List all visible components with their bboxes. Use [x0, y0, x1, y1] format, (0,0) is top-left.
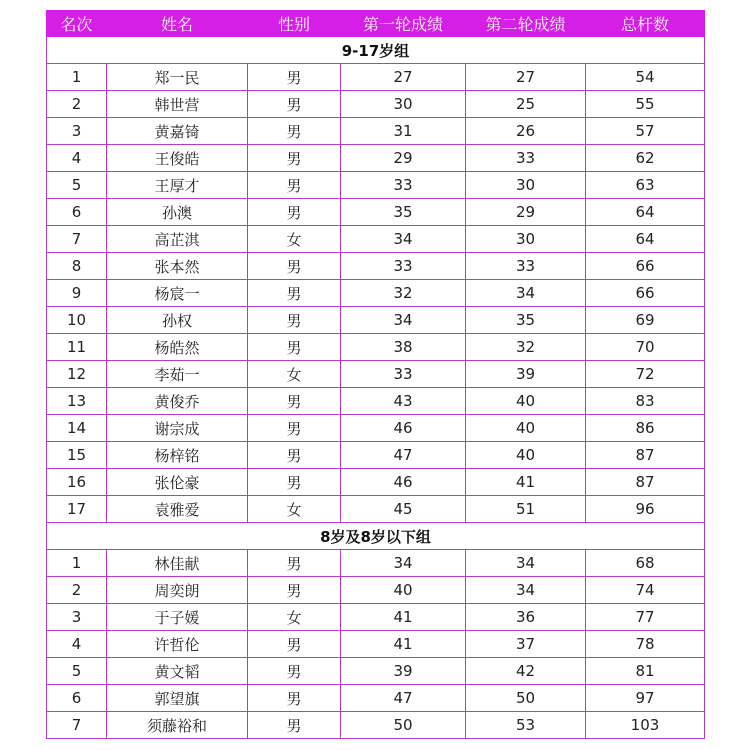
- gender-cell: 男: [248, 91, 341, 118]
- round2-cell: 34: [466, 550, 586, 577]
- round1-cell: 38: [341, 334, 466, 361]
- table-row: [47, 631, 705, 658]
- round2-cell: 25: [466, 91, 586, 118]
- gender-cell: 男: [248, 199, 341, 226]
- table-row: [47, 415, 705, 442]
- name-cell: 杨皓然: [107, 334, 248, 361]
- name-cell: 周奕朗: [107, 577, 248, 604]
- round2-cell: 26: [466, 118, 586, 145]
- total-cell: 83: [586, 388, 705, 415]
- round1-cell: 33: [341, 172, 466, 199]
- table-row: [47, 280, 705, 307]
- table-header: [47, 11, 705, 37]
- rank-cell: 1: [47, 64, 107, 91]
- rank-cell: 16: [47, 469, 107, 496]
- rank-cell: 15: [47, 442, 107, 469]
- table-row: [47, 361, 705, 388]
- table-row: [47, 226, 705, 253]
- round2-cell: 29: [466, 199, 586, 226]
- round2-cell: 30: [466, 226, 586, 253]
- gender-cell: 男: [248, 280, 341, 307]
- total-cell: 72: [586, 361, 705, 388]
- gender-cell: 男: [248, 388, 341, 415]
- name-cell: 高芷淇: [107, 226, 248, 253]
- round1-cell: 45: [341, 496, 466, 523]
- rank-cell: 2: [47, 91, 107, 118]
- round1-cell: 27: [341, 64, 466, 91]
- table-row: [47, 253, 705, 280]
- total-cell: 57: [586, 118, 705, 145]
- rank-cell: 7: [47, 712, 107, 739]
- round1-cell: 50: [341, 712, 466, 739]
- table-row: [47, 388, 705, 415]
- table-row: [47, 577, 705, 604]
- round1-cell: 34: [341, 550, 466, 577]
- round1-cell: 46: [341, 469, 466, 496]
- round1-cell: 30: [341, 91, 466, 118]
- round1-cell: 29: [341, 145, 466, 172]
- rank-cell: 10: [47, 307, 107, 334]
- name-cell: 谢宗成: [107, 415, 248, 442]
- round2-cell: 42: [466, 658, 586, 685]
- round2-cell: 35: [466, 307, 586, 334]
- name-cell: 袁雅爱: [107, 496, 248, 523]
- round1-cell: 34: [341, 226, 466, 253]
- round1-cell: 47: [341, 685, 466, 712]
- name-cell: 孙澳: [107, 199, 248, 226]
- rank-cell: 4: [47, 631, 107, 658]
- name-cell: 李茹一: [107, 361, 248, 388]
- results-table-container: [46, 10, 704, 739]
- rank-cell: 5: [47, 172, 107, 199]
- round1-cell: 32: [341, 280, 466, 307]
- round1-cell: 41: [341, 604, 466, 631]
- gender-cell: 男: [248, 712, 341, 739]
- name-cell: 韩世营: [107, 91, 248, 118]
- name-cell: 王厚才: [107, 172, 248, 199]
- gender-cell: 女: [248, 496, 341, 523]
- group-title: 8岁及8岁以下组: [47, 523, 705, 550]
- round2-cell: 33: [466, 253, 586, 280]
- table-row: [47, 172, 705, 199]
- rank-cell: 9: [47, 280, 107, 307]
- header-row: [47, 11, 705, 37]
- name-cell: 张本然: [107, 253, 248, 280]
- table-row: [47, 91, 705, 118]
- rank-cell: 1: [47, 550, 107, 577]
- round2-cell: 32: [466, 334, 586, 361]
- rank-cell: 6: [47, 199, 107, 226]
- rank-cell: 17: [47, 496, 107, 523]
- round1-cell: 33: [341, 253, 466, 280]
- table-row: [47, 118, 705, 145]
- name-cell: 郑一民: [107, 64, 248, 91]
- total-cell: 55: [586, 91, 705, 118]
- gender-cell: 男: [248, 64, 341, 91]
- round1-cell: 41: [341, 631, 466, 658]
- gender-cell: 男: [248, 334, 341, 361]
- round2-cell: 39: [466, 361, 586, 388]
- name-cell: 张伦豪: [107, 469, 248, 496]
- table-row: [47, 685, 705, 712]
- round2-cell: 33: [466, 145, 586, 172]
- group-title: 9-17岁组: [47, 37, 705, 64]
- name-cell: 王俊皓: [107, 145, 248, 172]
- table-row: [47, 442, 705, 469]
- name-cell: 杨梓铭: [107, 442, 248, 469]
- round2-cell: 30: [466, 172, 586, 199]
- table-row: [47, 496, 705, 523]
- round2-cell: 40: [466, 442, 586, 469]
- rank-cell: 5: [47, 658, 107, 685]
- table-row: [47, 334, 705, 361]
- round1-cell: 47: [341, 442, 466, 469]
- name-cell: 黄俊乔: [107, 388, 248, 415]
- round1-cell: 46: [341, 415, 466, 442]
- table-row: [47, 145, 705, 172]
- gender-cell: 男: [248, 442, 341, 469]
- round2-cell: 51: [466, 496, 586, 523]
- round1-cell: 43: [341, 388, 466, 415]
- header-name: 姓名: [107, 11, 248, 37]
- table-row: [47, 199, 705, 226]
- gender-cell: 男: [248, 685, 341, 712]
- round1-cell: 39: [341, 658, 466, 685]
- gender-cell: 男: [248, 145, 341, 172]
- rank-cell: 13: [47, 388, 107, 415]
- name-cell: 郭望旗: [107, 685, 248, 712]
- name-cell: 须藤裕和: [107, 712, 248, 739]
- gender-cell: 男: [248, 469, 341, 496]
- total-cell: 77: [586, 604, 705, 631]
- total-cell: 66: [586, 253, 705, 280]
- total-cell: 64: [586, 226, 705, 253]
- name-cell: 于子媛: [107, 604, 248, 631]
- group-header-row: [47, 523, 705, 550]
- total-cell: 62: [586, 145, 705, 172]
- total-cell: 64: [586, 199, 705, 226]
- header-round1: 第一轮成绩: [341, 11, 466, 37]
- name-cell: 许哲伦: [107, 631, 248, 658]
- round2-cell: 37: [466, 631, 586, 658]
- rank-cell: 3: [47, 118, 107, 145]
- group-header-row: [47, 37, 705, 64]
- gender-cell: 男: [248, 550, 341, 577]
- header-total: 总杆数: [586, 11, 705, 37]
- rank-cell: 6: [47, 685, 107, 712]
- gender-cell: 男: [248, 658, 341, 685]
- gender-cell: 男: [248, 172, 341, 199]
- total-cell: 68: [586, 550, 705, 577]
- rank-cell: 8: [47, 253, 107, 280]
- rank-cell: 3: [47, 604, 107, 631]
- round1-cell: 33: [341, 361, 466, 388]
- round1-cell: 34: [341, 307, 466, 334]
- total-cell: 63: [586, 172, 705, 199]
- header-round2: 第二轮成绩: [466, 11, 586, 37]
- rank-cell: 4: [47, 145, 107, 172]
- table-body: [47, 37, 705, 739]
- round1-cell: 31: [341, 118, 466, 145]
- gender-cell: 女: [248, 604, 341, 631]
- round2-cell: 40: [466, 388, 586, 415]
- name-cell: 杨宸一: [107, 280, 248, 307]
- gender-cell: 男: [248, 631, 341, 658]
- gender-cell: 男: [248, 253, 341, 280]
- round2-cell: 41: [466, 469, 586, 496]
- total-cell: 97: [586, 685, 705, 712]
- total-cell: 103: [586, 712, 705, 739]
- total-cell: 87: [586, 442, 705, 469]
- gender-cell: 男: [248, 118, 341, 145]
- table-row: [47, 307, 705, 334]
- round1-cell: 35: [341, 199, 466, 226]
- total-cell: 54: [586, 64, 705, 91]
- round2-cell: 34: [466, 577, 586, 604]
- name-cell: 林佳献: [107, 550, 248, 577]
- rank-cell: 14: [47, 415, 107, 442]
- total-cell: 66: [586, 280, 705, 307]
- header-rank: 名次: [47, 11, 107, 37]
- round2-cell: 40: [466, 415, 586, 442]
- rank-cell: 7: [47, 226, 107, 253]
- results-table: [46, 10, 705, 739]
- total-cell: 86: [586, 415, 705, 442]
- round2-cell: 50: [466, 685, 586, 712]
- total-cell: 87: [586, 469, 705, 496]
- total-cell: 70: [586, 334, 705, 361]
- total-cell: 78: [586, 631, 705, 658]
- table-row: [47, 604, 705, 631]
- round2-cell: 36: [466, 604, 586, 631]
- table-row: [47, 658, 705, 685]
- round1-cell: 40: [341, 577, 466, 604]
- table-row: [47, 712, 705, 739]
- name-cell: 孙权: [107, 307, 248, 334]
- round2-cell: 34: [466, 280, 586, 307]
- rank-cell: 11: [47, 334, 107, 361]
- gender-cell: 男: [248, 307, 341, 334]
- gender-cell: 女: [248, 361, 341, 388]
- rank-cell: 12: [47, 361, 107, 388]
- header-gender: 性别: [248, 11, 341, 37]
- table-row: [47, 64, 705, 91]
- total-cell: 81: [586, 658, 705, 685]
- table-row: [47, 469, 705, 496]
- name-cell: 黄文韬: [107, 658, 248, 685]
- gender-cell: 女: [248, 226, 341, 253]
- name-cell: 黄嘉锜: [107, 118, 248, 145]
- rank-cell: 2: [47, 577, 107, 604]
- round2-cell: 53: [466, 712, 586, 739]
- gender-cell: 男: [248, 415, 341, 442]
- round2-cell: 27: [466, 64, 586, 91]
- table-row: [47, 550, 705, 577]
- total-cell: 96: [586, 496, 705, 523]
- total-cell: 69: [586, 307, 705, 334]
- total-cell: 74: [586, 577, 705, 604]
- gender-cell: 男: [248, 577, 341, 604]
